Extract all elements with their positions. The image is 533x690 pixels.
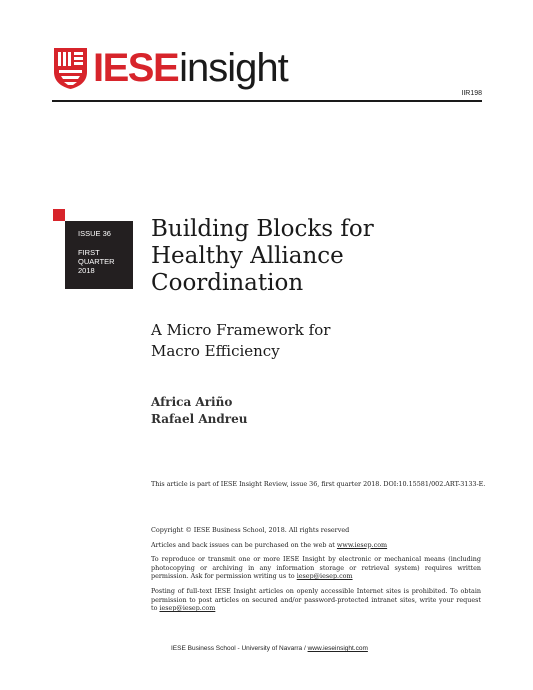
reproduce-email-link[interactable]: iesep@iesep.com — [296, 572, 353, 581]
issue-accent-square — [53, 209, 65, 221]
issue-number: ISSUE 36 — [78, 229, 111, 238]
author-name: Rafael Andreu — [151, 412, 248, 426]
logo-brand-text: IESE — [93, 46, 179, 90]
posting-email-link[interactable]: iesep@iesep.com — [159, 604, 216, 613]
reproduce-text: To reproduce or transmit one or more IESE Insight by electronic or mechanical means (including photocopying or archiving in any information storage or retrieval system) requires written permission. Ask for permission writing us to — [151, 555, 481, 581]
purchase-link[interactable]: www.iesep.com — [336, 540, 388, 549]
title-line: Coordination — [151, 270, 304, 296]
footer-link[interactable]: www.ieseinsight.com — [307, 645, 368, 652]
iese-insight-logo — [52, 43, 288, 93]
article-subtitle — [151, 320, 451, 362]
author-name: Africa Ariño — [151, 395, 233, 409]
subtitle-line: Macro Efficiency — [151, 342, 280, 360]
page-footer — [171, 645, 368, 652]
copyright-line: Copyright © IESE Business School, 2018. All rights reserved — [151, 526, 350, 534]
title-line: Healthy Alliance — [151, 243, 344, 269]
author-list — [151, 394, 247, 428]
title-line: Building Blocks for — [151, 216, 374, 242]
posting-text: Posting of full-text IESE Insight articles on openly accessible Internet sites is prohibited. To obtain permission to post articles on secured and/or password-protected intranet sites, write your request to — [151, 586, 481, 613]
reproduce-paragraph — [151, 555, 481, 581]
header-rule — [52, 100, 482, 102]
issue-year: 2018 — [78, 266, 95, 275]
iese-shield-icon — [52, 46, 89, 90]
issue-period-line2: QUARTER — [78, 257, 115, 266]
issue-badge — [65, 221, 133, 289]
posting-paragraph — [151, 587, 481, 613]
purchase-text: Articles and back issues can be purchased on the web at — [151, 540, 337, 549]
article-title — [151, 216, 471, 297]
issue-period-line1: FIRST — [78, 248, 100, 257]
purchase-paragraph — [151, 541, 481, 550]
document-code: IIR198 — [461, 90, 482, 97]
legal-notice — [151, 526, 481, 619]
logo-product-text: insight — [179, 46, 288, 90]
footer-text: IESE Business School - University of Navarra / — [171, 645, 308, 652]
citation-note: This article is part of IESE Insight Review, issue 36, first quarter 2018. DOI:10.15581/002.ART-3133-E. — [151, 480, 486, 488]
subtitle-line: A Micro Framework for — [151, 321, 331, 339]
